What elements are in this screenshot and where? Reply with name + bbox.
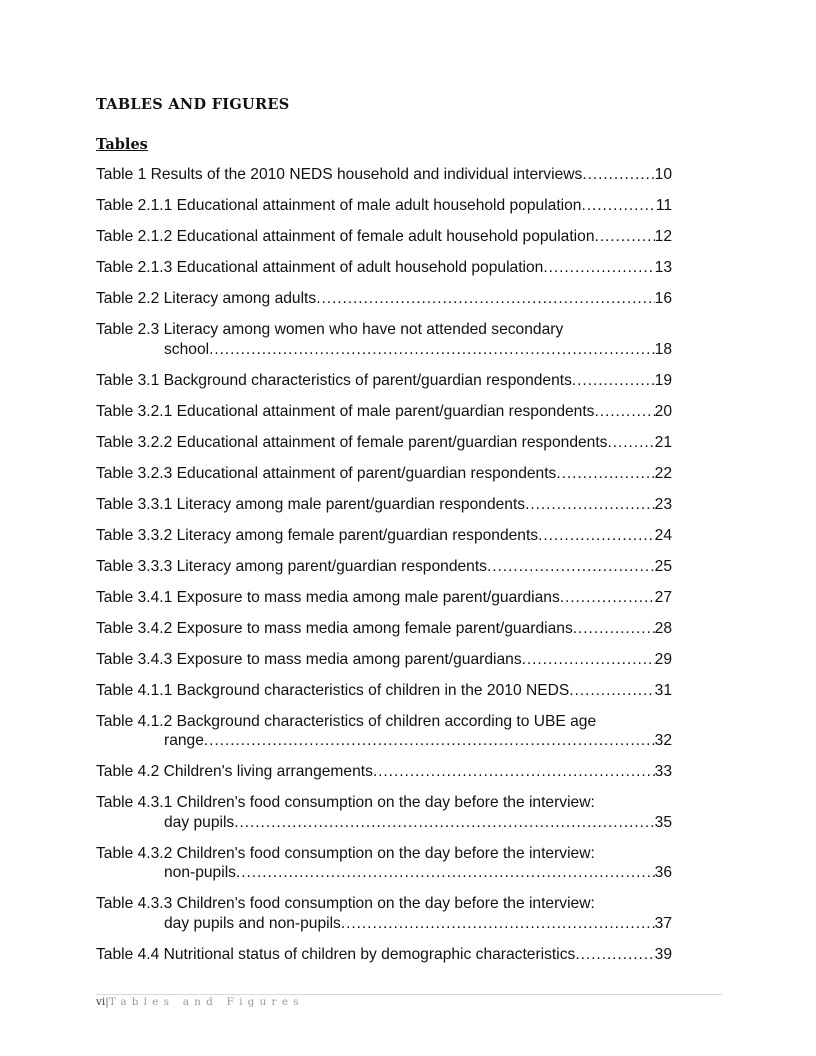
toc-entry-title: Table 3.2.2 Educational attainment of female parent/guardian respondents . . . bbox=[96, 433, 655, 453]
toc-entry-page-number: 11 bbox=[655, 197, 672, 214]
table-of-contents bbox=[96, 165, 672, 976]
toc-entry[interactable] bbox=[96, 557, 672, 577]
toc-entry-line bbox=[96, 371, 672, 391]
toc-entry-line bbox=[96, 258, 672, 278]
footer-separator: | bbox=[105, 996, 109, 1008]
toc-entry-title: day pupils and non-pupils . . . bbox=[164, 914, 655, 934]
toc-entry-page-number: 13 bbox=[654, 259, 672, 276]
toc-entry-page-number: 28 bbox=[654, 619, 672, 637]
toc-entry-title-line1: Table 4.3.2 Children's food consumption on the day before the interview: bbox=[96, 844, 595, 862]
toc-entry-page-number: 27 bbox=[654, 588, 672, 606]
toc-entry-page-number: 24 bbox=[654, 526, 672, 544]
toc-entry-title-line1: Table 4.3.3 Children's food consumption on the day before the interview: bbox=[96, 895, 595, 912]
toc-entry-line bbox=[96, 914, 672, 934]
page-footer bbox=[96, 996, 304, 1008]
toc-entry-line bbox=[96, 165, 672, 185]
toc-entry[interactable] bbox=[96, 258, 672, 278]
footer-section-label: Tables and Figures bbox=[108, 996, 304, 1008]
toc-entry[interactable] bbox=[96, 289, 672, 309]
toc-entry[interactable] bbox=[96, 844, 672, 883]
footer-page-number: vi bbox=[96, 996, 106, 1008]
toc-entry[interactable] bbox=[96, 196, 672, 216]
toc-entry-page-number: 12 bbox=[654, 228, 672, 245]
toc-entry-line bbox=[96, 227, 672, 247]
toc-entry[interactable] bbox=[96, 526, 672, 546]
toc-entry-line bbox=[96, 681, 672, 701]
toc-entry-title: Table 3.4.2 Exposure to mass media among female parent/guardians . . . bbox=[96, 619, 655, 639]
toc-entry-title-line1: Table 2.3 Literacy among women who have not attended secondary bbox=[96, 321, 564, 338]
footer-divider bbox=[96, 994, 722, 995]
toc-entry-page-number: 18 bbox=[654, 340, 672, 358]
toc-entry-title-line1: Table 4.1.2 Background characteristics of children according to UBE age bbox=[96, 712, 597, 730]
toc-entry-title: range . . . bbox=[164, 731, 655, 751]
toc-entry[interactable] bbox=[96, 712, 672, 751]
toc-entry-title: Table 3.3.1 Literacy among male parent/guardian respondents . . . bbox=[96, 495, 655, 515]
toc-entry-title: non-pupils . . . bbox=[164, 863, 655, 883]
toc-entry[interactable] bbox=[96, 464, 672, 484]
toc-entry-title: Table 1 Results of the 2010 NEDS household and individual interviews . . . bbox=[96, 165, 655, 185]
toc-entry-title: Table 3.4.1 Exposure to mass media among male parent/guardians . . . bbox=[96, 588, 655, 608]
toc-entry-page-number: 33 bbox=[654, 763, 672, 780]
toc-entry-title: day pupils . . . bbox=[164, 813, 655, 833]
toc-entry-line bbox=[96, 289, 672, 309]
toc-entry-line bbox=[96, 945, 672, 965]
toc-entry-page-number: 19 bbox=[654, 371, 672, 389]
toc-entry[interactable] bbox=[96, 320, 672, 359]
toc-entry-page-number: 29 bbox=[654, 650, 672, 668]
toc-entry[interactable] bbox=[96, 165, 672, 185]
toc-entry-title-line1: Table 4.3.1 Children's food consumption on the day before the interview: bbox=[96, 794, 595, 811]
toc-entry-line bbox=[96, 557, 672, 577]
toc-entry[interactable] bbox=[96, 681, 672, 701]
toc-entry-page-number: 22 bbox=[654, 464, 672, 482]
toc-entry-page-number: 37 bbox=[654, 914, 672, 932]
toc-entry[interactable] bbox=[96, 762, 672, 782]
toc-entry-page-number: 35 bbox=[654, 813, 672, 831]
toc-entry-page-number: 36 bbox=[654, 864, 672, 881]
toc-entry-line bbox=[96, 526, 672, 546]
toc-entry-line bbox=[96, 762, 672, 782]
toc-entry-title: Table 3.2.1 Educational attainment of male parent/guardian respondents . . . bbox=[96, 402, 655, 422]
toc-entry-page-number: 16 bbox=[654, 290, 672, 307]
toc-entry[interactable] bbox=[96, 894, 672, 933]
toc-entry-line bbox=[96, 863, 672, 883]
toc-entry-line bbox=[96, 433, 672, 453]
toc-entry-title: Table 2.1.3 Educational attainment of adult household population . . . bbox=[96, 258, 655, 278]
toc-entry-line bbox=[96, 650, 672, 670]
toc-entry-line bbox=[96, 619, 672, 639]
toc-entry-line bbox=[96, 813, 672, 833]
toc-entry-title: Table 3.4.3 Exposure to mass media among parent/guardians . . . bbox=[96, 650, 655, 670]
toc-entry-line bbox=[96, 196, 672, 216]
toc-entry-line bbox=[96, 340, 672, 360]
toc-entry-line bbox=[96, 402, 672, 422]
toc-entry[interactable] bbox=[96, 371, 672, 391]
toc-entry[interactable] bbox=[96, 793, 672, 832]
tables-subheading: Tables bbox=[96, 136, 148, 153]
toc-entry-page-number: 25 bbox=[654, 557, 672, 575]
toc-entry-line bbox=[96, 464, 672, 484]
toc-entry[interactable] bbox=[96, 588, 672, 608]
toc-entry[interactable] bbox=[96, 650, 672, 670]
toc-entry-title: Table 3.2.3 Educational attainment of parent/guardian respondents . . . bbox=[96, 464, 655, 484]
toc-entry-line bbox=[96, 495, 672, 515]
toc-entry-title: Table 4.4 Nutritional status of children by demographic characteristics . . . bbox=[96, 945, 655, 965]
toc-entry-page-number: 39 bbox=[654, 945, 672, 963]
toc-entry-title: Table 2.1.2 Educational attainment of female adult household population . . . bbox=[96, 227, 655, 247]
toc-entry-line bbox=[96, 731, 672, 751]
toc-entry[interactable] bbox=[96, 433, 672, 453]
toc-entry[interactable] bbox=[96, 227, 672, 247]
toc-entry-page-number: 32 bbox=[654, 732, 672, 749]
section-heading: TABLES AND FIGURES bbox=[96, 96, 290, 113]
toc-entry-page-number: 31 bbox=[654, 681, 672, 699]
toc-entry-page-number: 21 bbox=[654, 433, 672, 451]
toc-entry-title: school . . . bbox=[164, 340, 655, 360]
toc-entry-title: Table 4.2 Children's living arrangements . . . bbox=[96, 762, 655, 782]
toc-entry-page-number: 10 bbox=[654, 166, 672, 183]
toc-entry[interactable] bbox=[96, 945, 672, 965]
toc-entry-title: Table 3.3.3 Literacy among parent/guardian respondents . . . bbox=[96, 557, 655, 577]
toc-entry-title: Table 2.2 Literacy among adults . . . bbox=[96, 289, 655, 309]
toc-entry-page-number: 23 bbox=[654, 495, 672, 513]
toc-entry[interactable] bbox=[96, 495, 672, 515]
toc-entry[interactable] bbox=[96, 619, 672, 639]
toc-entry-title: Table 2.1.1 Educational attainment of male adult household population . . . bbox=[96, 196, 656, 216]
toc-entry-title: Table 3.3.2 Literacy among female parent/guardian respondents . . . bbox=[96, 526, 655, 546]
toc-entry-line bbox=[96, 588, 672, 608]
toc-entry-title: Table 4.1.1 Background characteristics of children in the 2010 NEDS . . . bbox=[96, 681, 655, 701]
toc-entry-page-number: 20 bbox=[654, 402, 672, 420]
toc-entry-title: Table 3.1 Background characteristics of parent/guardian respondents . . . bbox=[96, 371, 655, 391]
toc-entry[interactable] bbox=[96, 402, 672, 422]
